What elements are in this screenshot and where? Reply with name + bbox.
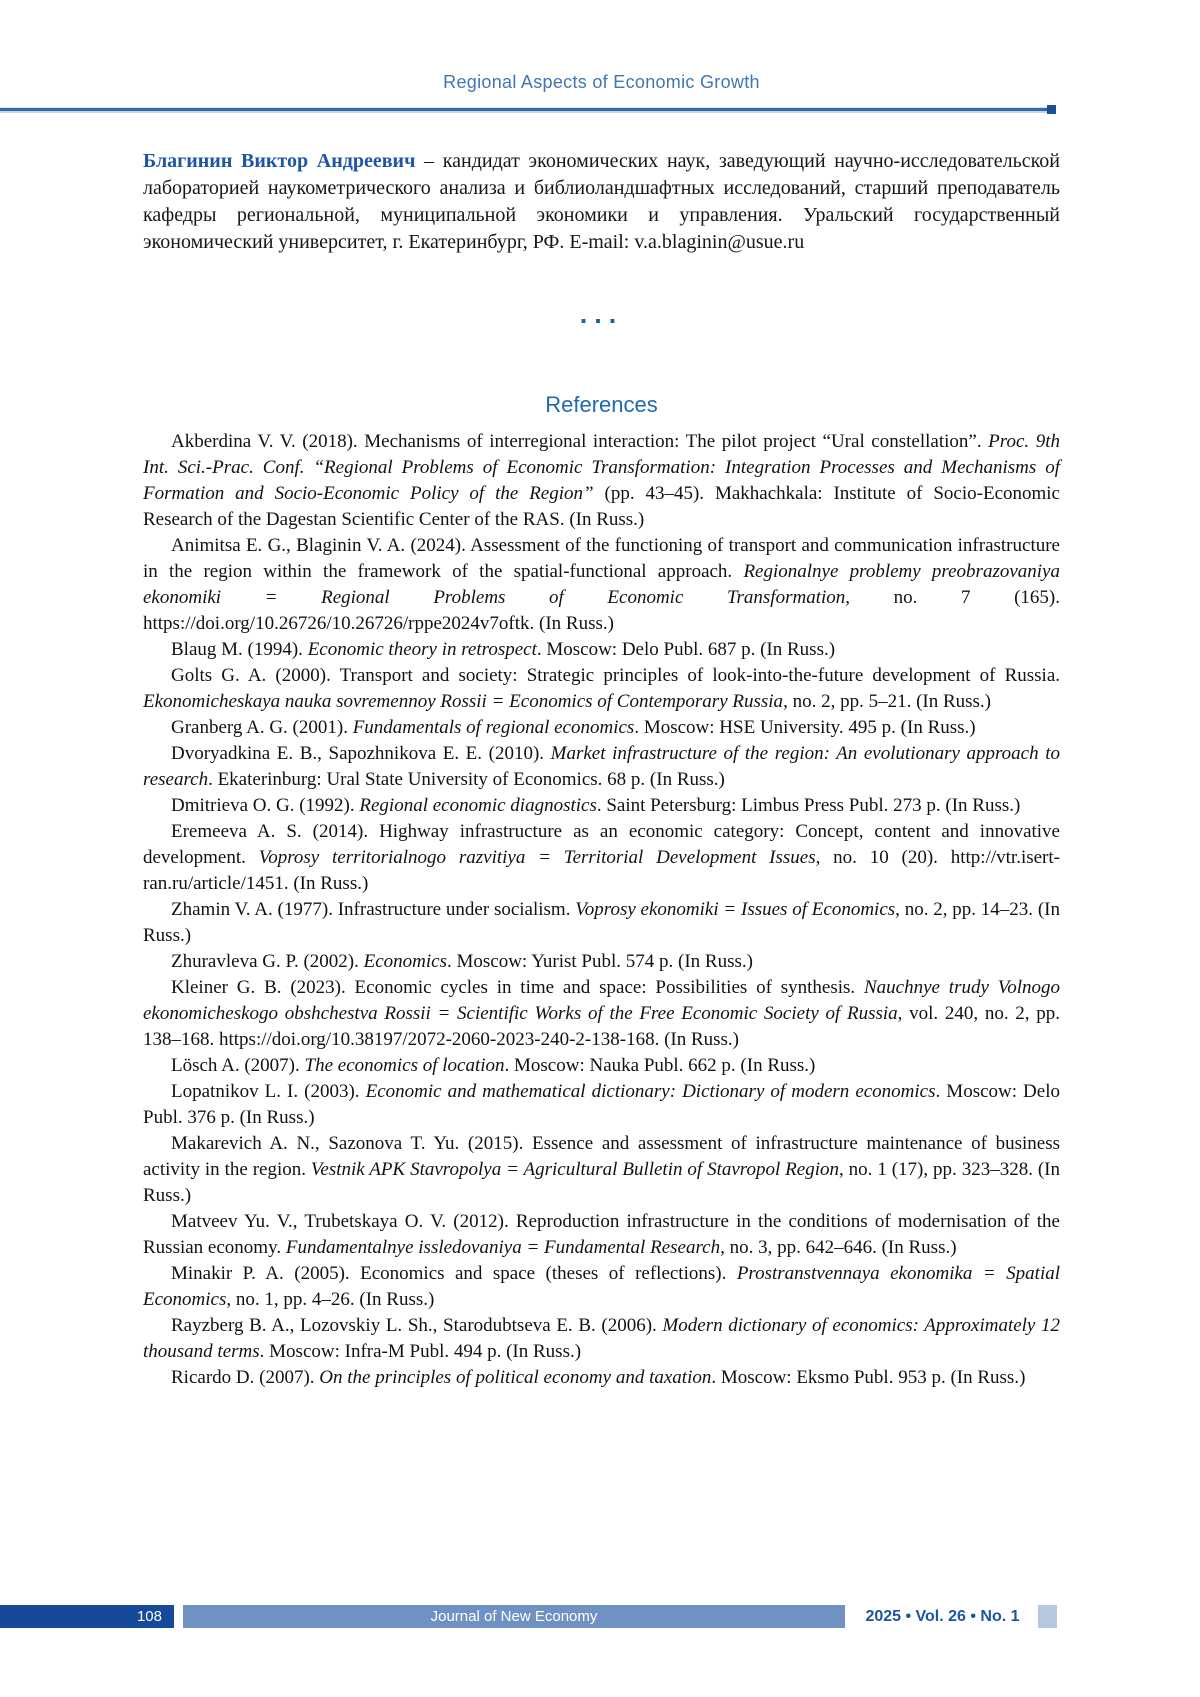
reference-item: Zhamin V. A. (1977). Infrastructure under socialism. Voprosy ekonomiki = Issues of Economics, no. 2, pp. 14–23. (In Russ.) — [143, 899, 1060, 946]
header-rule-endcap — [1047, 105, 1056, 114]
reference-item: Eremeeva A. S. (2014). Highway infrastructure as an economic category: Concept, content and innovative development. Voprosy territorialnogo razvitiya = Territorial Development Issues, no. 10 (20). http://vtr.isert-ran.ru/article/1451. (In Russ.) — [143, 821, 1060, 894]
reference-item: Animitsa E. G., Blaginin V. A. (2024). Assessment of the functioning of transport and communication infrastructure in the region within the framework of the spatial-functional approach. Regionalnye problemy preobrazovaniya ekonomiki = Regional Problems of Economic Transformation, no. 7 (165). https://doi.org/10.26726/10.26726/rppe2024v7oftk. (In Russ.) — [143, 535, 1060, 634]
references-heading: References — [545, 392, 658, 417]
reference-item: Lösch A. (2007). The economics of location. Moscow: Nauka Publ. 662 p. (In Russ.) — [171, 1055, 816, 1076]
reference-item: Zhuravleva G. P. (2002). Economics. Moscow: Yurist Publ. 574 p. (In Russ.) — [171, 951, 753, 972]
running-head-title: Regional Aspects of Economic Growth — [443, 72, 760, 92]
header-rule — [0, 108, 1052, 111]
footer-issue-info: 2025 • Vol. 26 • No. 1 — [865, 1608, 1020, 1625]
references-list — [143, 429, 1060, 1391]
section-separator-dots: ... — [579, 299, 624, 329]
page-number: 108 — [136, 1608, 162, 1625]
footer-journal-bar — [183, 1605, 845, 1628]
reference-item: Dvoryadkina E. B., Sapozhnikova E. E. (2010). Market infrastructure of the region: An evolutionary approach to research. Ekaterinburg: Ural State University of Economics. 68 p. (In Russ.) — [143, 743, 1060, 790]
author-name: Благинин Виктор Андреевич — [143, 150, 416, 172]
reference-item: Kleiner G. B. (2023). Economic cycles in time and space: Possibilities of synthesis. Nauchnye trudy Volnogo ekonomicheskogo obshchestva Rossii = Scientific Works of the Free Economic Society of Russia, vol. 240, no. 2, pp. 138–168. https://doi.org/10.38197/2072-2060-2023-240-2-138-168. (In Russ.) — [143, 977, 1060, 1050]
reference-item: Dmitrieva O. G. (1992). Regional economic diagnostics. Saint Petersburg: Limbus Press Publ. 273 p. (In Russ.) — [171, 795, 1021, 816]
reference-item: Ricardo D. (2007). On the principles of political economy and taxation. Moscow: Eksmo Publ. 953 p. (In Russ.) — [171, 1367, 1026, 1388]
reference-item: Granberg A. G. (2001). Fundamentals of regional economics. Moscow: HSE University. 495 p. (In Russ.) — [171, 717, 976, 738]
footer-endcap-square — [1038, 1605, 1057, 1628]
reference-item: Blaug M. (1994). Economic theory in retrospect. Moscow: Delo Publ. 687 p. (In Russ.) — [171, 639, 836, 660]
reference-item: Makarevich A. N., Sazonova T. Yu. (2015). Essence and assessment of infrastructure maintenance of business activity in the region. Vestnik APK Stavropolya = Agricultural Bulletin of Stavropol Region, no. 1 (17), pp. 323–328. (In Russ.) — [143, 1133, 1061, 1206]
reference-item: Rayzberg B. A., Lozovskiy L. Sh., Starodubtseva E. B. (2006). Modern dictionary of economics: Approximately 12 thousand terms. Moscow: Infra-M Publ. 494 p. (In Russ.) — [143, 1315, 1061, 1362]
reference-item: Akberdina V. V. (2018). Mechanisms of interregional interaction: The pilot project “Ural constellation”. Proc. 9th Int. Sci.-Prac. Conf. “Regional Problems of Economic Transformation: Integration Processes and Mechanisms of Formation and Socio-Economic Policy of the Region” (pp. 43–45). Makhachkala: Institute of Socio-Economic Research of the Dagestan Scientific Center of the RAS. (In Russ.) — [143, 431, 1060, 530]
author-bio — [143, 148, 1060, 256]
reference-item: Golts G. A. (2000). Transport and society: Strategic principles of look-into-the-future development of Russia. Ekonomicheskaya nauka sovremennoy Rossii = Economics of Contemporary Russia, no. 2, pp. 5–21. (In Russ.) — [143, 665, 1060, 712]
reference-item: Lopatnikov L. I. (2003). Economic and mathematical dictionary: Dictionary of modern economics. Moscow: Delo Publ. 376 p. (In Russ.) — [143, 1081, 1060, 1128]
author-bio-text: – кандидат экономических наук, заведующий научно-исследовательской лабораторией наукометрического анализа и библиоландшафтных исследований, старший преподаватель кафедры региональной, муниципальной экономики и управления. Уральский государственный экономический университет, г. Екатеринбург, РФ. E-mail: v.a.blaginin@usue.ru — [143, 150, 1060, 253]
journal-name: Journal of New Economy — [430, 1608, 598, 1625]
footer-page-number-bar — [0, 1605, 174, 1628]
reference-item: Matveev Yu. V., Trubetskaya O. V. (2012). Reproduction infrastructure in the conditions of modernisation of the Russian economy. Fundamentalnye issledovaniya = Fundamental Research, no. 3, pp. 642–646. (In Russ.) — [143, 1211, 1060, 1258]
reference-item: Minakir P. A. (2005). Economics and space (theses of reflections). Prostranstvennaya ekonomika = Spatial Economics, no. 1, pp. 4–26. (In Russ.) — [143, 1263, 1060, 1310]
